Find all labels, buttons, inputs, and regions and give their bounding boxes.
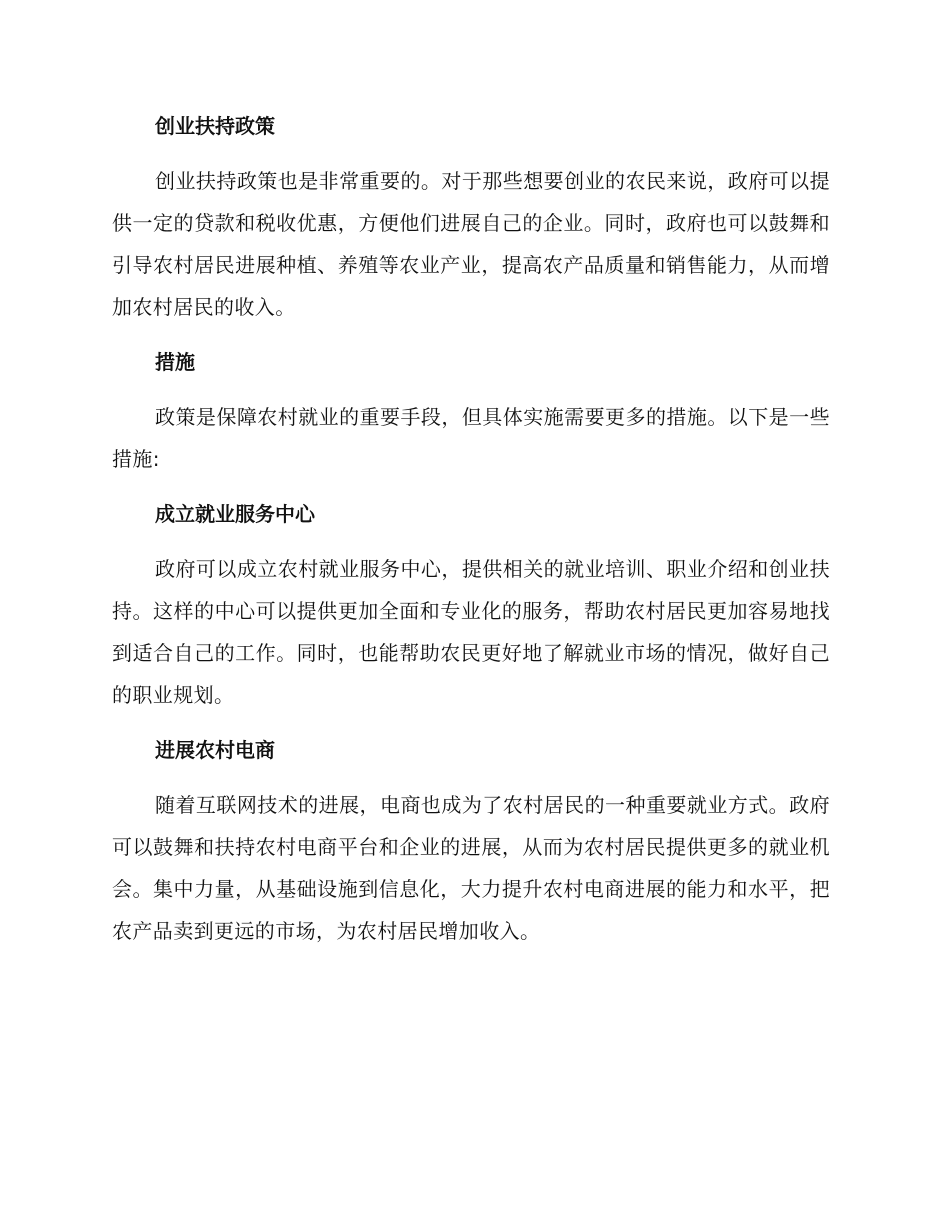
document-body [112,106,830,966]
section-paragraph-startup-support: 创业扶持政策也是非常重要的。对于那些想要创业的农民来说，政府可以提供一定的贷款和税收优惠，方便他们进展自己的企业。同时，政府也可以鼓舞和引导农村居民进展种植、养殖等农业产业，提高农产品质量和销售能力，从而增加农村居民的收入。 [112,169,830,319]
section-heading-measures: 措施 [155,350,195,374]
section-heading-employment-center: 成立就业服务中心 [155,502,315,526]
section-heading-startup-support: 创业扶持政策 [155,114,275,138]
section-paragraph-rural-ecommerce: 随着互联网技术的进展，电商也成为了农村居民的一种重要就业方式。政府可以鼓舞和扶持农村电商平台和企业的进展，从而为农村居民提供更多的就业机会。集中力量，从基础设施到信息化，大力提升农村电商进展的能力和水平，把农产品卖到更远的市场，为农村居民增加收入。 [112,793,830,943]
section-heading-rural-ecommerce: 进展农村电商 [155,738,275,762]
section-paragraph-employment-center: 政府可以成立农村就业服务中心，提供相关的就业培训、职业介绍和创业扶持。这样的中心可以提供更加全面和专业化的服务，帮助农村居民更加容易地找到适合自己的工作。同时，也能帮助农民更好地了解就业市场的情况，做好自己的职业规划。 [112,557,830,707]
section-paragraph-measures: 政策是保障农村就业的重要手段，但具体实施需要更多的措施。以下是一些措施: [112,405,830,471]
